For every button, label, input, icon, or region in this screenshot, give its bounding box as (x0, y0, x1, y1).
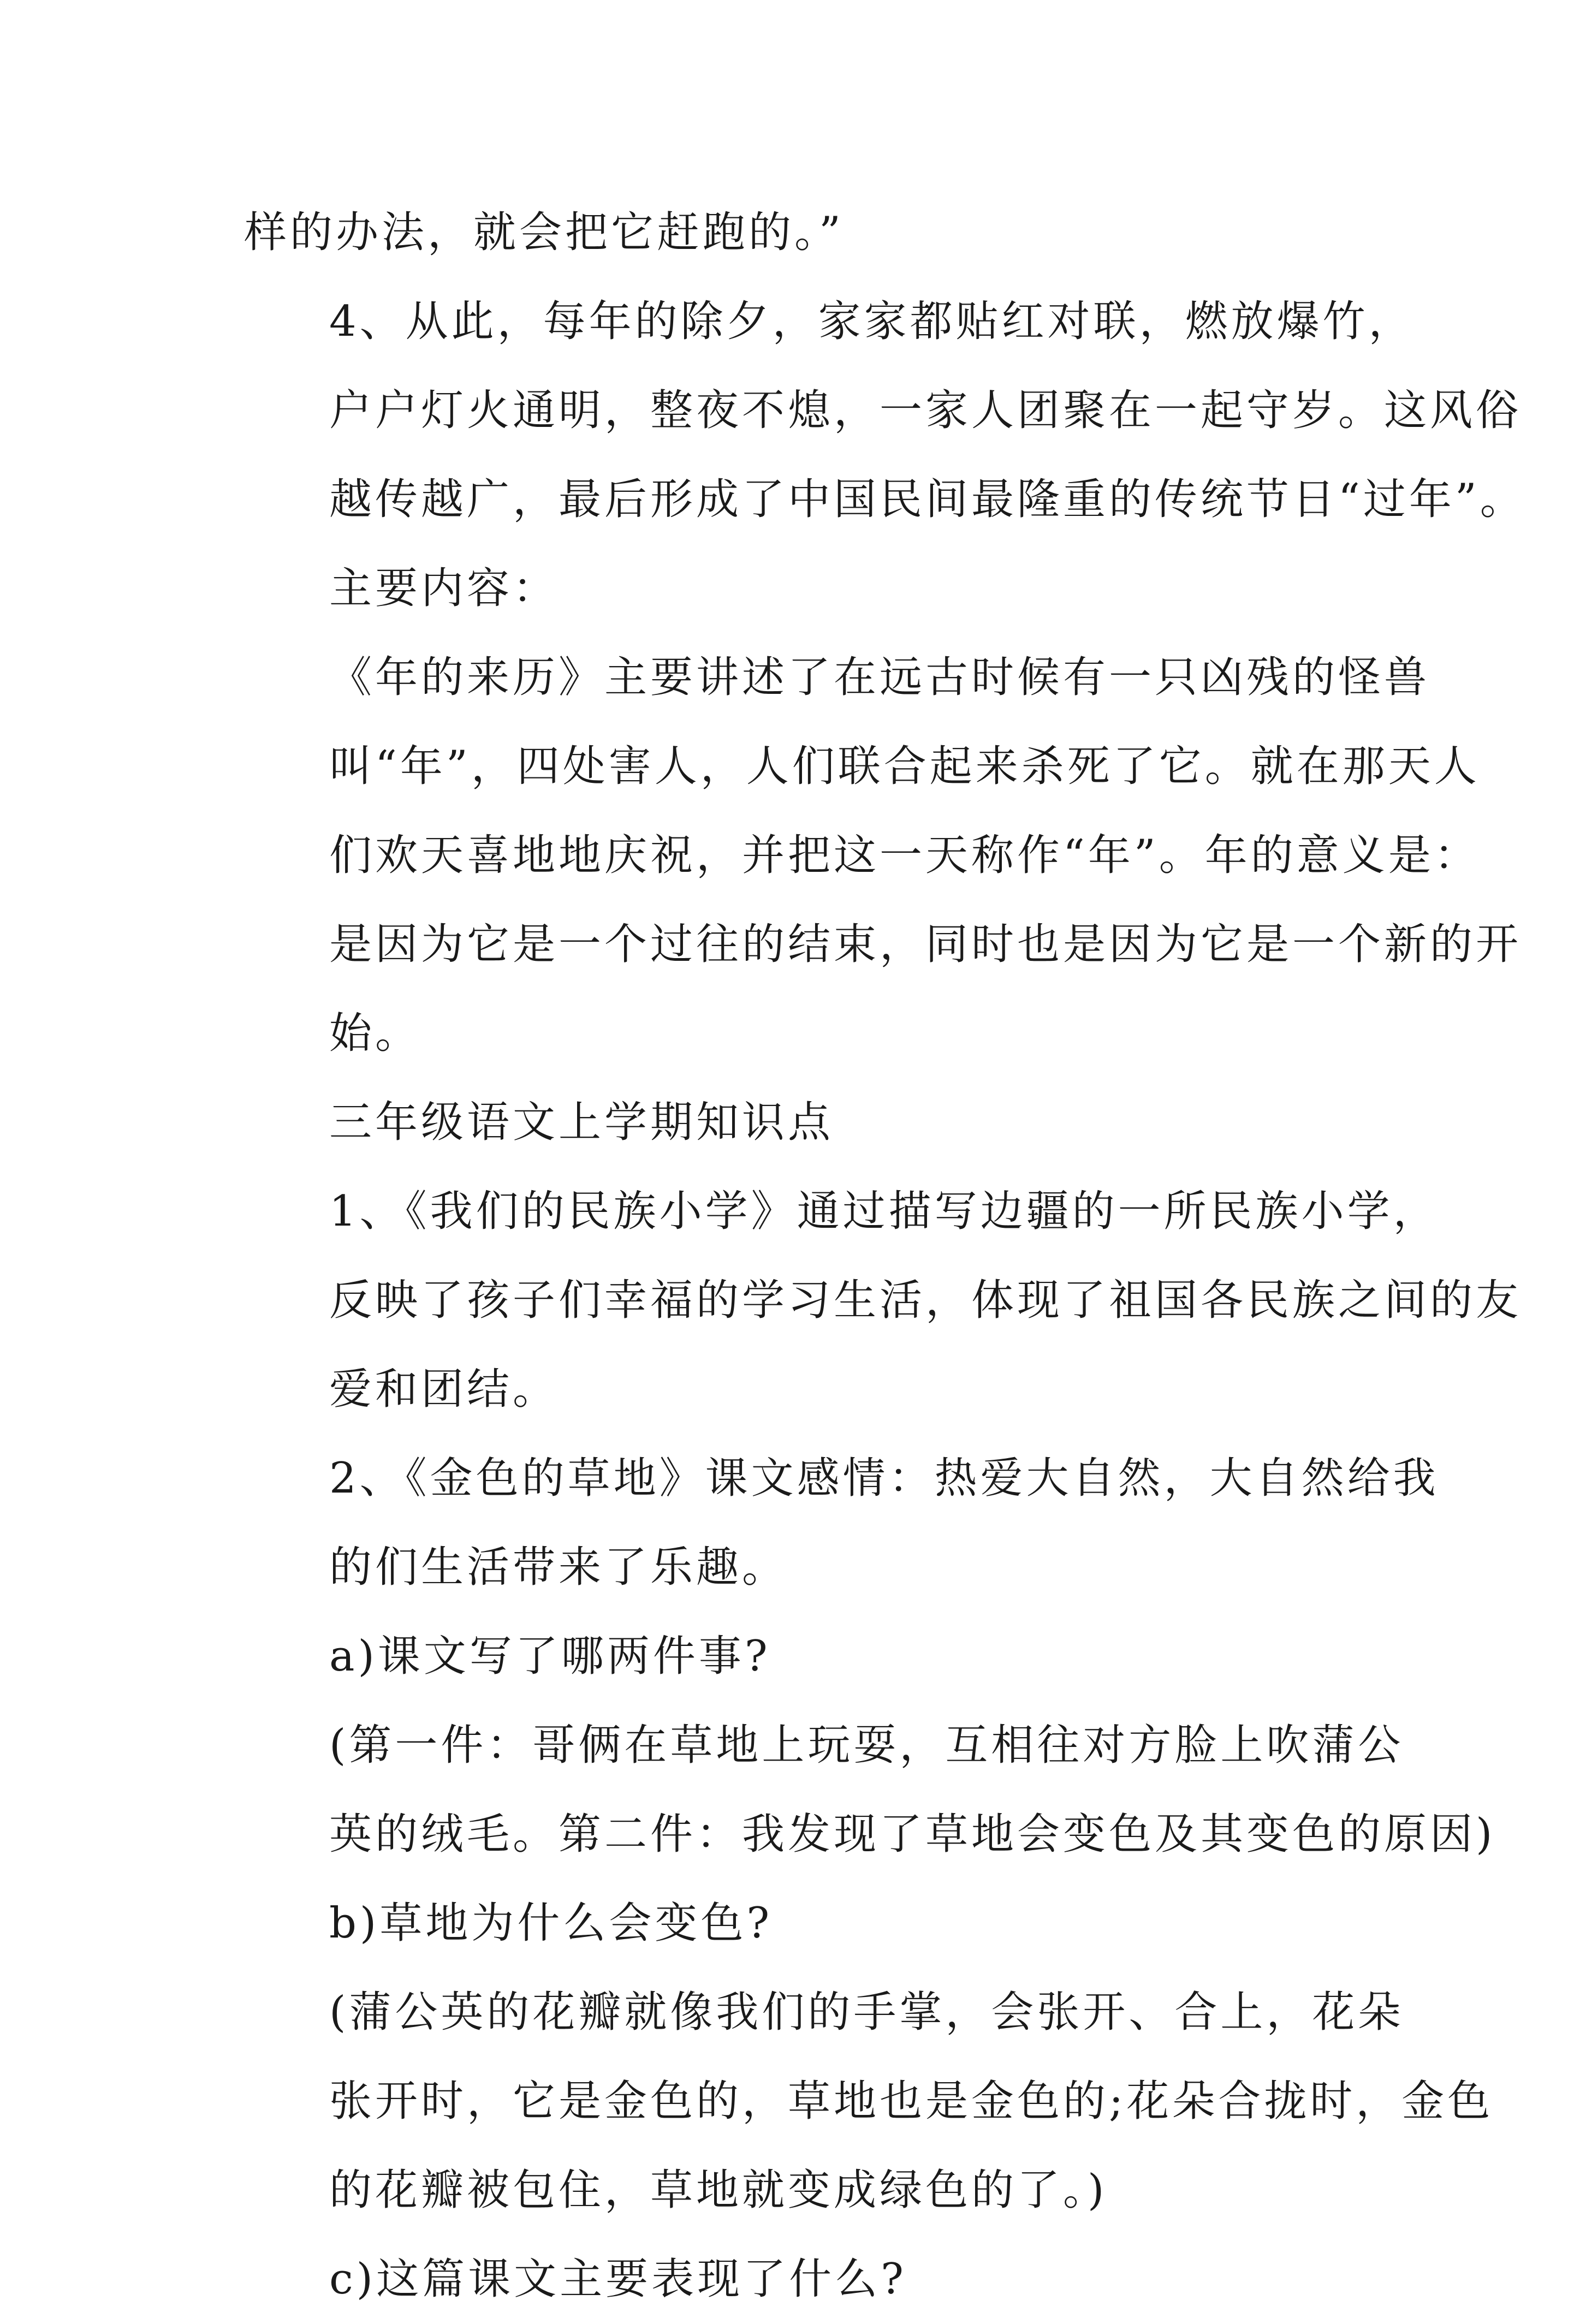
text-line: 主要内容： (329, 564, 559, 613)
text-line: 始。 (329, 1009, 421, 1058)
text-line: 1、《我们的民族小学》通过描写边疆的一所民族小学， (329, 1187, 1439, 1236)
paragraph (244, 2235, 1363, 2324)
document-body (244, 188, 1526, 2324)
paragraph (244, 544, 1363, 633)
text-line: 爱和团结。 (329, 1365, 559, 1414)
text-line: 张开时，它是金色的，草地也是金色的;花朵合拢时，金色 (329, 2077, 1494, 2126)
paragraph (244, 1612, 1363, 1701)
text-line: 2、《金色的草地》课文感情：热爱大自然，大自然给我 (329, 1454, 1439, 1503)
paragraph (244, 1167, 1522, 1434)
text-line: 越传越广，最后形成了中国民间最隆重的传统节日“过年”。 (329, 475, 1526, 524)
text-line: 三年级语文上学期知识点 (329, 1098, 834, 1147)
paragraph (244, 277, 1526, 544)
text-line: 样的办法，就会把它赶跑的。” (244, 208, 844, 257)
text-line: 的花瓣被包住，草地就变成绿色的了。) (329, 2166, 1108, 2215)
text-line: c)这篇课文主要表现了什么? (329, 2255, 907, 2304)
paragraph (244, 1434, 1439, 1612)
text-line: 户户灯火通明，整夜不熄，一家人团聚在一起守岁。这风俗 (329, 386, 1522, 435)
paragraph (244, 1968, 1494, 2235)
paragraph (244, 188, 1363, 277)
text-line: b)草地为什么会变色? (329, 1899, 773, 1948)
paragraph (244, 1078, 1363, 1167)
text-line: 是因为它是一个过往的结束，同时也是因为它是一个新的开 (329, 920, 1522, 969)
text-line: 4、从此，每年的除夕，家家都贴红对联，燃放爆竹， (329, 297, 1415, 346)
text-line: (第一件：哥俩在草地上玩耍，互相往对方脸上吹蒲公 (329, 1721, 1404, 1770)
text-line: 英的绒毛。第二件：我发现了草地会变色及其变色的原因) (329, 1810, 1496, 1859)
text-line: 叫“年”，四处害人，人们联合起来杀死了它。就在那天人 (329, 742, 1480, 791)
paragraph (244, 1879, 1363, 1968)
text-line: 《年的来历》主要讲述了在远古时候有一只凶残的怪兽 (329, 653, 1430, 702)
text-line: a)课文写了哪两件事? (329, 1632, 771, 1681)
paragraph (244, 1701, 1496, 1879)
text-line: 们欢天喜地地庆祝，并把这一天称作“年”。年的意义是： (329, 831, 1480, 880)
text-line: (蒲公英的花瓣就像我们的手掌，会张开、合上，花朵 (329, 1988, 1404, 2037)
text-line: 的们生活带来了乐趣。 (329, 1543, 788, 1592)
paragraph (244, 633, 1522, 1078)
text-line: 反映了孩子们幸福的学习生活，体现了祖国各民族之间的友 (329, 1276, 1522, 1325)
